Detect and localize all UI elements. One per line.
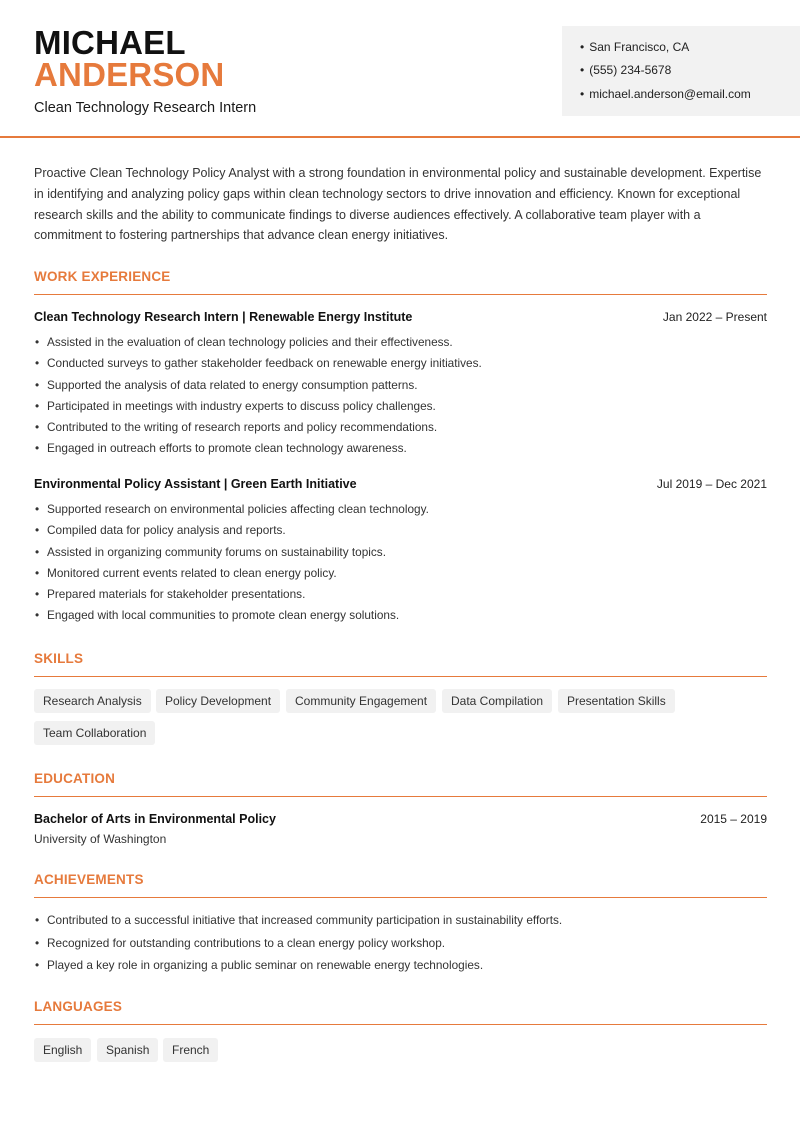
list-item: • Prepared materials for stakeholder presentations. bbox=[34, 584, 767, 605]
first-name: MICHAEL bbox=[34, 24, 186, 61]
role-title: Clean Technology Research Intern bbox=[34, 100, 257, 116]
degree-title: Bachelor of Arts in Environmental Policy bbox=[34, 812, 276, 826]
list-item: • Compiled data for policy analysis and reports. bbox=[34, 520, 767, 541]
list-item: • Contributed to a successful initiative that increased community participation in sustainability efforts. bbox=[34, 909, 767, 932]
section-divider bbox=[34, 1024, 767, 1025]
list-item: • Engaged with local communities to promote clean energy solutions. bbox=[34, 605, 767, 626]
job-bullets-2 bbox=[34, 499, 767, 627]
job-title-2: Environmental Policy Assistant | Green Earth Initiative bbox=[34, 477, 357, 491]
resume-header bbox=[0, 0, 800, 138]
section-title-work: WORK EXPERIENCE bbox=[34, 269, 171, 284]
achievements-list bbox=[34, 909, 767, 977]
section-divider bbox=[34, 676, 767, 677]
education-dates: 2015 – 2019 bbox=[700, 812, 767, 826]
job-dates-2: Jul 2019 – Dec 2021 bbox=[656, 477, 767, 491]
contact-location: • San Francisco, CA bbox=[580, 40, 689, 54]
list-item: • Assisted in organizing community forums on sustainability topics. bbox=[34, 542, 767, 563]
contact-email[interactable]: • michael.anderson@email.com bbox=[580, 87, 751, 101]
section-divider bbox=[34, 294, 767, 295]
section-title-languages: LANGUAGES bbox=[34, 999, 123, 1014]
skill-chip: Research Analysis bbox=[34, 689, 151, 713]
list-item: • Recognized for outstanding contributions to a clean energy policy workshop. bbox=[34, 932, 767, 955]
job-bullets-1 bbox=[34, 332, 767, 460]
last-name: ANDERSON bbox=[34, 56, 225, 93]
skill-chip: Presentation Skills bbox=[558, 689, 675, 713]
section-title-skills: SKILLS bbox=[34, 651, 84, 666]
language-chip: Spanish bbox=[97, 1038, 158, 1062]
contact-box bbox=[562, 26, 800, 116]
list-item: • Played a key role in organizing a public seminar on renewable energy technologies. bbox=[34, 954, 767, 977]
summary-text: Proactive Clean Technology Policy Analyst with a strong foundation in environmental policy and sustainable development. Expertise in identifying and analyzing policy gaps within clean technology sectors to drive innovation and efficiency. Known for exceptional research skills and the ability to communicate findings to diverse audiences effectively. A collaborative team player with a commitment to fostering partnerships that advance clean energy initiatives. bbox=[34, 166, 762, 243]
list-item: • Monitored current events related to clean energy policy. bbox=[34, 563, 767, 584]
skill-chip: Data Compilation bbox=[442, 689, 552, 713]
job-title-1: Clean Technology Research Intern | Renewable Energy Institute bbox=[34, 310, 413, 324]
school-name: University of Washington bbox=[34, 832, 167, 846]
skill-chip: Community Engagement bbox=[286, 689, 436, 713]
list-item: • Engaged in outreach efforts to promote clean technology awareness. bbox=[34, 438, 767, 459]
skill-chip: Policy Development bbox=[156, 689, 280, 713]
list-item: • Contributed to the writing of research reports and policy recommendations. bbox=[34, 417, 767, 438]
list-item: • Supported the analysis of data related to energy consumption patterns. bbox=[34, 375, 767, 396]
list-item: • Participated in meetings with industry experts to discuss policy challenges. bbox=[34, 396, 767, 417]
skill-chip: Team Collaboration bbox=[34, 721, 155, 745]
job-dates-1: Jan 2022 – Present bbox=[662, 310, 767, 324]
section-title-education: EDUCATION bbox=[34, 771, 116, 786]
section-divider bbox=[34, 796, 767, 797]
contact-phone: • (555) 234-5678 bbox=[580, 63, 671, 77]
section-title-achievements: ACHIEVEMENTS bbox=[34, 872, 144, 887]
section-divider bbox=[34, 897, 767, 898]
list-item: • Assisted in the evaluation of clean technology policies and their effectiveness. bbox=[34, 332, 767, 353]
list-item: • Conducted surveys to gather stakeholder feedback on renewable energy initiatives. bbox=[34, 353, 767, 374]
language-chip: English bbox=[34, 1038, 91, 1062]
list-item: • Supported research on environmental policies affecting clean technology. bbox=[34, 499, 767, 520]
language-chip: French bbox=[163, 1038, 218, 1062]
